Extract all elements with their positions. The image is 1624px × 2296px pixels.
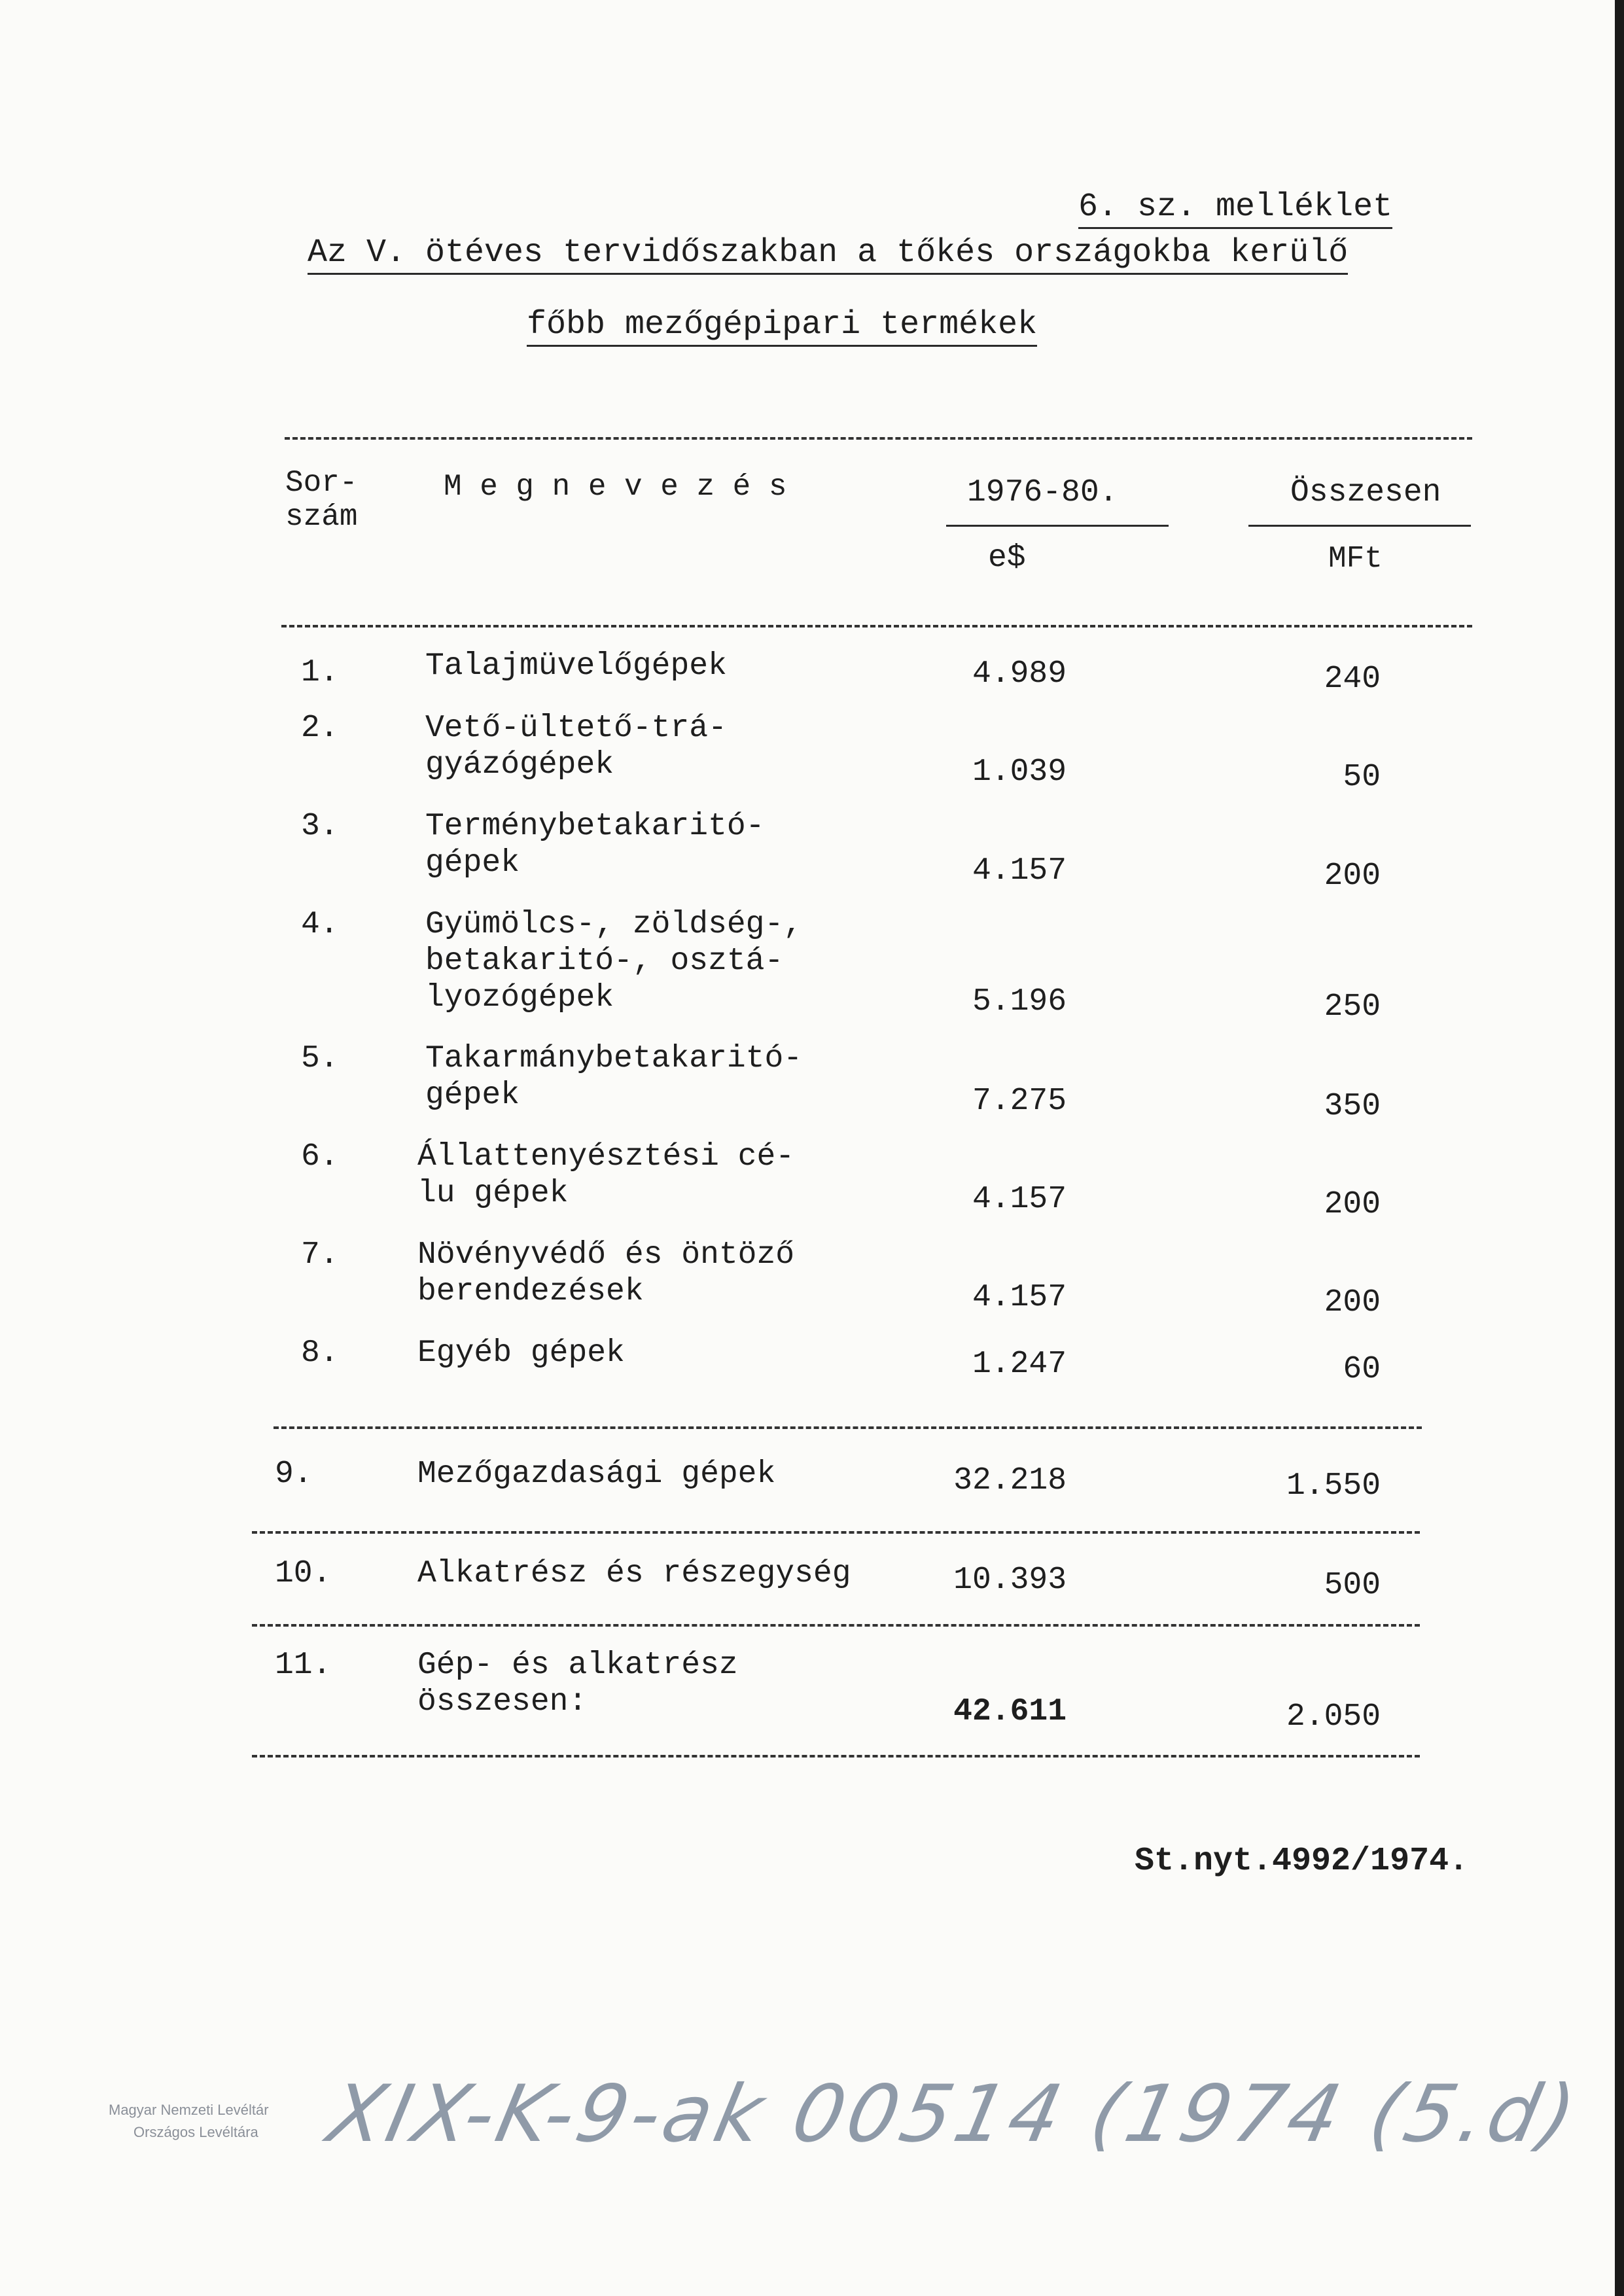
archive-stamp-line-1: Magyar Nemzeti Levéltár bbox=[109, 2102, 269, 2118]
row-10-value: 10.393 bbox=[953, 1563, 1067, 1598]
row-7-number: 7. bbox=[301, 1237, 339, 1273]
row-6-value: 4.157 bbox=[972, 1182, 1067, 1217]
row-11-name: Gép- és alkatrész összesen: bbox=[417, 1648, 738, 1720]
parts-rule bbox=[252, 1531, 1420, 1534]
header-name: M e g n e v e z é s bbox=[444, 470, 787, 504]
row-8-number: 8. bbox=[301, 1335, 339, 1371]
row-7-name: Növényvédő és öntöző berendezések bbox=[417, 1237, 795, 1309]
row-2-total: 50 bbox=[1343, 760, 1381, 795]
row-10-number: 10. bbox=[275, 1556, 332, 1591]
row-11-total: 2.050 bbox=[1286, 1699, 1381, 1735]
header-period: 1976-80. bbox=[967, 475, 1118, 510]
row-3-value: 4.157 bbox=[972, 853, 1067, 889]
table-header-rule bbox=[281, 625, 1472, 627]
archive-stamp-line-2: Országos Levéltára bbox=[133, 2124, 258, 2140]
row-2-value: 1.039 bbox=[972, 754, 1067, 790]
row-9-total: 1.550 bbox=[1286, 1468, 1381, 1504]
row-1-total: 240 bbox=[1324, 662, 1381, 697]
row-9-number: 9. bbox=[275, 1457, 313, 1492]
row-3-number: 3. bbox=[301, 809, 339, 844]
row-4-total: 250 bbox=[1324, 989, 1381, 1025]
row-10-total: 500 bbox=[1324, 1568, 1381, 1603]
header-num-line-1: Sor- bbox=[285, 466, 358, 500]
table-bottom-rule bbox=[252, 1755, 1420, 1757]
row-8-total: 60 bbox=[1343, 1352, 1381, 1387]
row-1-name: Talajmüvelőgépek bbox=[425, 648, 727, 684]
row-1-number: 1. bbox=[301, 655, 339, 690]
row-10-name: Alkatrész és részegység bbox=[417, 1556, 851, 1591]
header-unit-usd: e$ bbox=[988, 540, 1026, 576]
row-6-number: 6. bbox=[301, 1139, 339, 1174]
row-5-value: 7.275 bbox=[972, 1084, 1067, 1119]
row-9-name: Mezőgazdasági gépek bbox=[417, 1457, 776, 1492]
row-5-total: 350 bbox=[1324, 1089, 1381, 1124]
total-rule bbox=[252, 1624, 1420, 1627]
row-8-value: 1.247 bbox=[972, 1347, 1067, 1382]
title-line-1: Az V. ötéves tervidőszakban a tőkés országokba kerülő bbox=[308, 234, 1348, 275]
row-2-number: 2. bbox=[301, 711, 339, 746]
header-num-line-2: szám bbox=[285, 500, 358, 534]
scan-edge bbox=[1615, 0, 1624, 2296]
header-period-rule bbox=[946, 525, 1169, 527]
header-total: Összesen bbox=[1290, 475, 1441, 510]
row-5-name: Takarmánybetakaritó- gépek bbox=[425, 1041, 803, 1113]
row-6-name: Állattenyésztési cé- lu gépek bbox=[417, 1139, 795, 1211]
row-1-value: 4.989 bbox=[972, 656, 1067, 692]
row-9-value: 32.218 bbox=[953, 1463, 1067, 1498]
subtotal-rule bbox=[274, 1426, 1422, 1429]
row-4-name: Gyümölcs-, zöldség-, betakaritó-, osztá- lyozógépek bbox=[425, 907, 803, 1016]
row-8-name: Egyéb gépek bbox=[417, 1335, 625, 1371]
row-4-value: 5.196 bbox=[972, 984, 1067, 1019]
row-11-number: 11. bbox=[275, 1648, 332, 1683]
reference-number: St.nyt.4992/1974. bbox=[1135, 1843, 1469, 1880]
row-3-name: Terménybetakaritó- gépek bbox=[425, 809, 765, 881]
handwritten-signature: XIX-K-9-ak 00514 (1974 (5.d) bbox=[321, 2069, 1587, 2160]
header-unit-mft: MFt bbox=[1328, 542, 1383, 576]
row-11-value: 42.611 bbox=[953, 1694, 1067, 1729]
row-2-name: Vető-ültető-trá- gyázógépek bbox=[425, 711, 727, 783]
row-4-number: 4. bbox=[301, 907, 339, 942]
title-line-2: főbb mezőgépipari termékek bbox=[527, 306, 1037, 347]
row-7-total: 200 bbox=[1324, 1285, 1381, 1320]
row-5-number: 5. bbox=[301, 1041, 339, 1076]
row-6-total: 200 bbox=[1324, 1187, 1381, 1222]
annex-label: 6. sz. melléklet bbox=[1078, 188, 1392, 229]
table-top-rule bbox=[285, 437, 1472, 440]
row-3-total: 200 bbox=[1324, 858, 1381, 894]
header-total-rule bbox=[1248, 525, 1471, 527]
row-7-value: 4.157 bbox=[972, 1280, 1067, 1315]
